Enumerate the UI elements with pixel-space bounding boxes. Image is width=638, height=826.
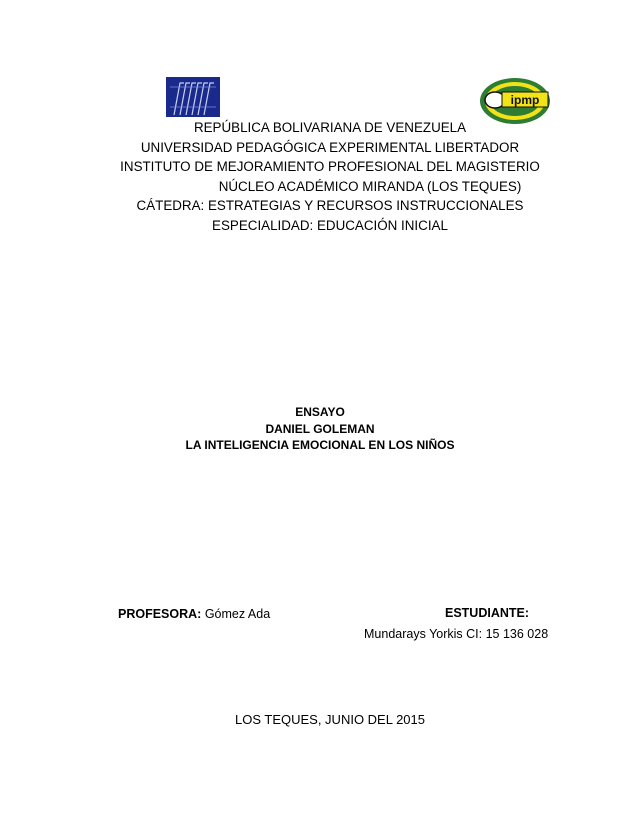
student-name: Mundarays Yorkis CI: 15 136 028 xyxy=(364,627,549,641)
title-author: DANIEL GOLEMAN xyxy=(265,421,375,436)
header-line-specialty: ESPECIALIDAD: EDUCACIÓN INICIAL xyxy=(212,217,448,233)
header-line-republic: REPÚBLICA BOLIVARIANA DE VENEZUELA xyxy=(193,120,467,135)
title-type: ENSAYO xyxy=(295,405,345,419)
institution-header xyxy=(100,118,560,235)
institute-logo-text: ipmp xyxy=(510,93,540,107)
document-title xyxy=(100,404,540,454)
student-label: ESTUDIANTE: xyxy=(445,606,530,620)
header-line-nucleus: NÚCLEO ACADÉMICO MIRANDA (LOS TEQUES) xyxy=(218,178,522,194)
place-date: LOS TEQUES, JUNIO DEL 2015 xyxy=(234,712,426,727)
header-line-chair: CÁTEDRA: ESTRATEGIAS Y RECURSOS INSTRUCCIONALES xyxy=(136,198,524,213)
header-line-institute: INSTITUTO DE MEJORAMIENTO PROFESIONAL DEL MAGISTERIO xyxy=(120,159,540,174)
title-topic: LA INTELIGENCIA EMOCIONAL EN LOS NIÑOS xyxy=(185,438,455,452)
professor-label: PROFESORA: xyxy=(118,607,202,621)
professor-info xyxy=(118,607,270,621)
professor-name: Gómez Ada xyxy=(204,607,271,621)
university-logo xyxy=(166,77,220,117)
header-line-university: UNIVERSIDAD PEDAGÓGICA EXPERIMENTAL LIBERTADOR xyxy=(140,139,520,155)
